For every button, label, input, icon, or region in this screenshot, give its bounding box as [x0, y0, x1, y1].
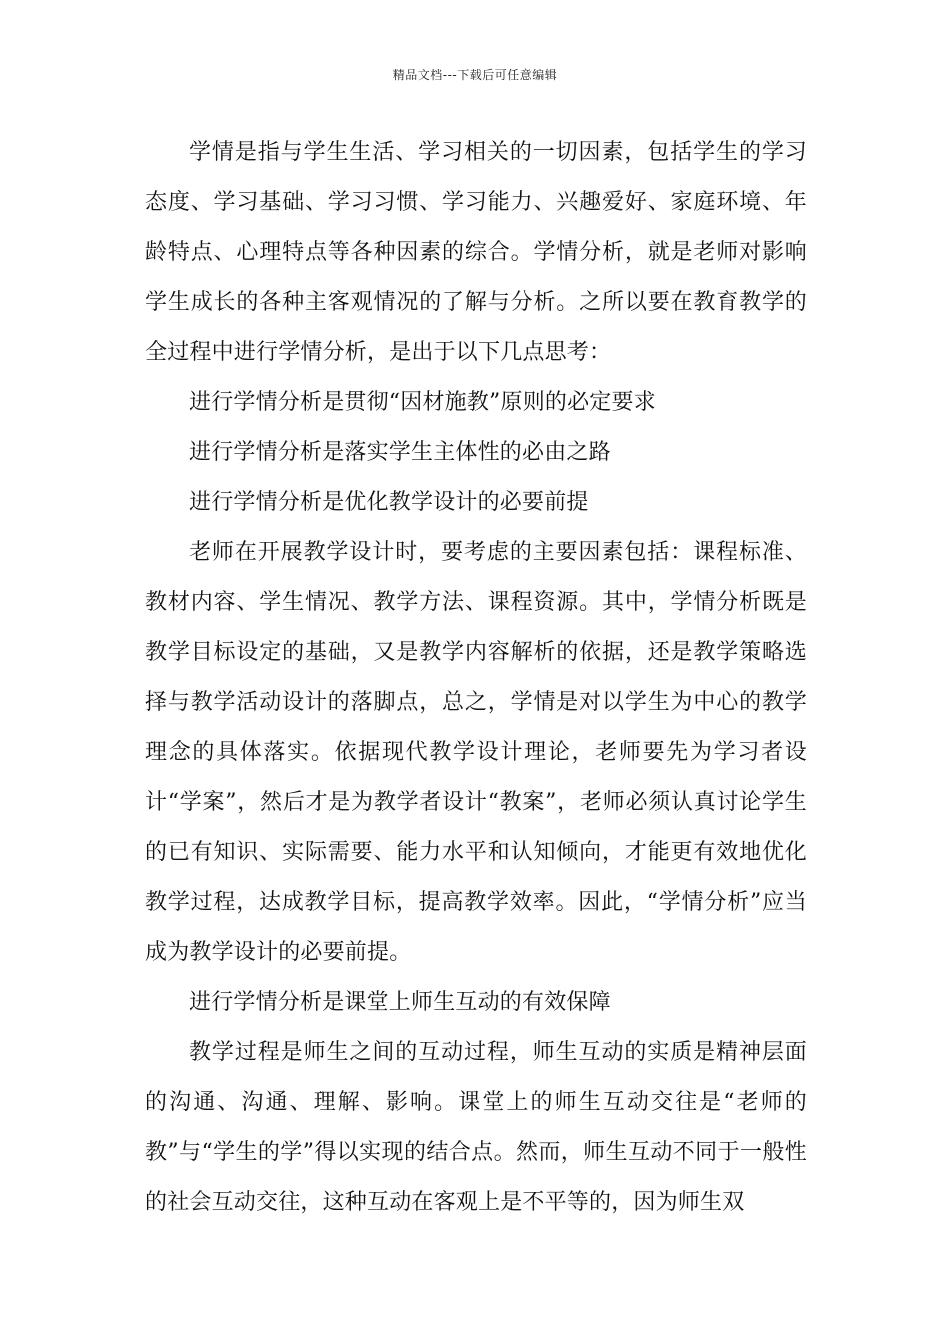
paragraph-intro: 学情是指与学生生活、学习相关的一切因素，包括学生的学习态度、学习基础、学习习惯、学习能力、兴趣爱好、家庭环境、年龄特点、心理特点等各种因素的综合。学情分析，就是老师对影响学生成长的各种主客观情况的了解与分析。之所以要在教育教学的全过程中进行学情分析，是出于以下几点思考： [145, 140, 807, 365]
section-heading-2: 进行学情分析是落实学生主体性的必由之路 [189, 440, 611, 465]
paragraph-teaching-design: 老师在开展教学设计时，要考虑的主要因素包括：课程标准、教材内容、学生情况、教学方法、课程资源。其中，学情分析既是教学目标设定的基础，又是教学内容解析的依据，还是教学策略选择与教学活动设计的落脚点，总之，学情是对以学生为中心的教学理念的具体落实。依据现代教学设计理论，老师要先为学习者设计“学案”，然后才是为教学者设计“教案”，老师必须认真讨论学生的已有知识、实际需要、能力水平和认知倾向，才能更有效地优化教学过程，达成教学目标，提高教学效率。因此，“学情分析”应当成为教学设计的必要前提。 [145, 540, 807, 965]
section-heading-3: 进行学情分析是优化教学设计的必要前提 [189, 490, 589, 515]
document-body [145, 128, 807, 1228]
section-heading-1: 进行学情分析是贯彻“因材施教”原则的必定要求 [189, 390, 656, 415]
page-header: 精品文档---下载后可任意编辑 [392, 68, 558, 82]
section-heading-4: 进行学情分析是课堂上师生互动的有效保障 [189, 990, 611, 1015]
paragraph-interaction: 教学过程是师生之间的互动过程，师生互动的实质是精神层面的沟通、沟通、理解、影响。课堂上的师生互动交往是“老师的教”与“学生的学”得以实现的结合点。然而，师生互动不同于一般性的社会互动交往，这种互动在客观上是不平等的，因为师生双 [145, 1040, 807, 1215]
